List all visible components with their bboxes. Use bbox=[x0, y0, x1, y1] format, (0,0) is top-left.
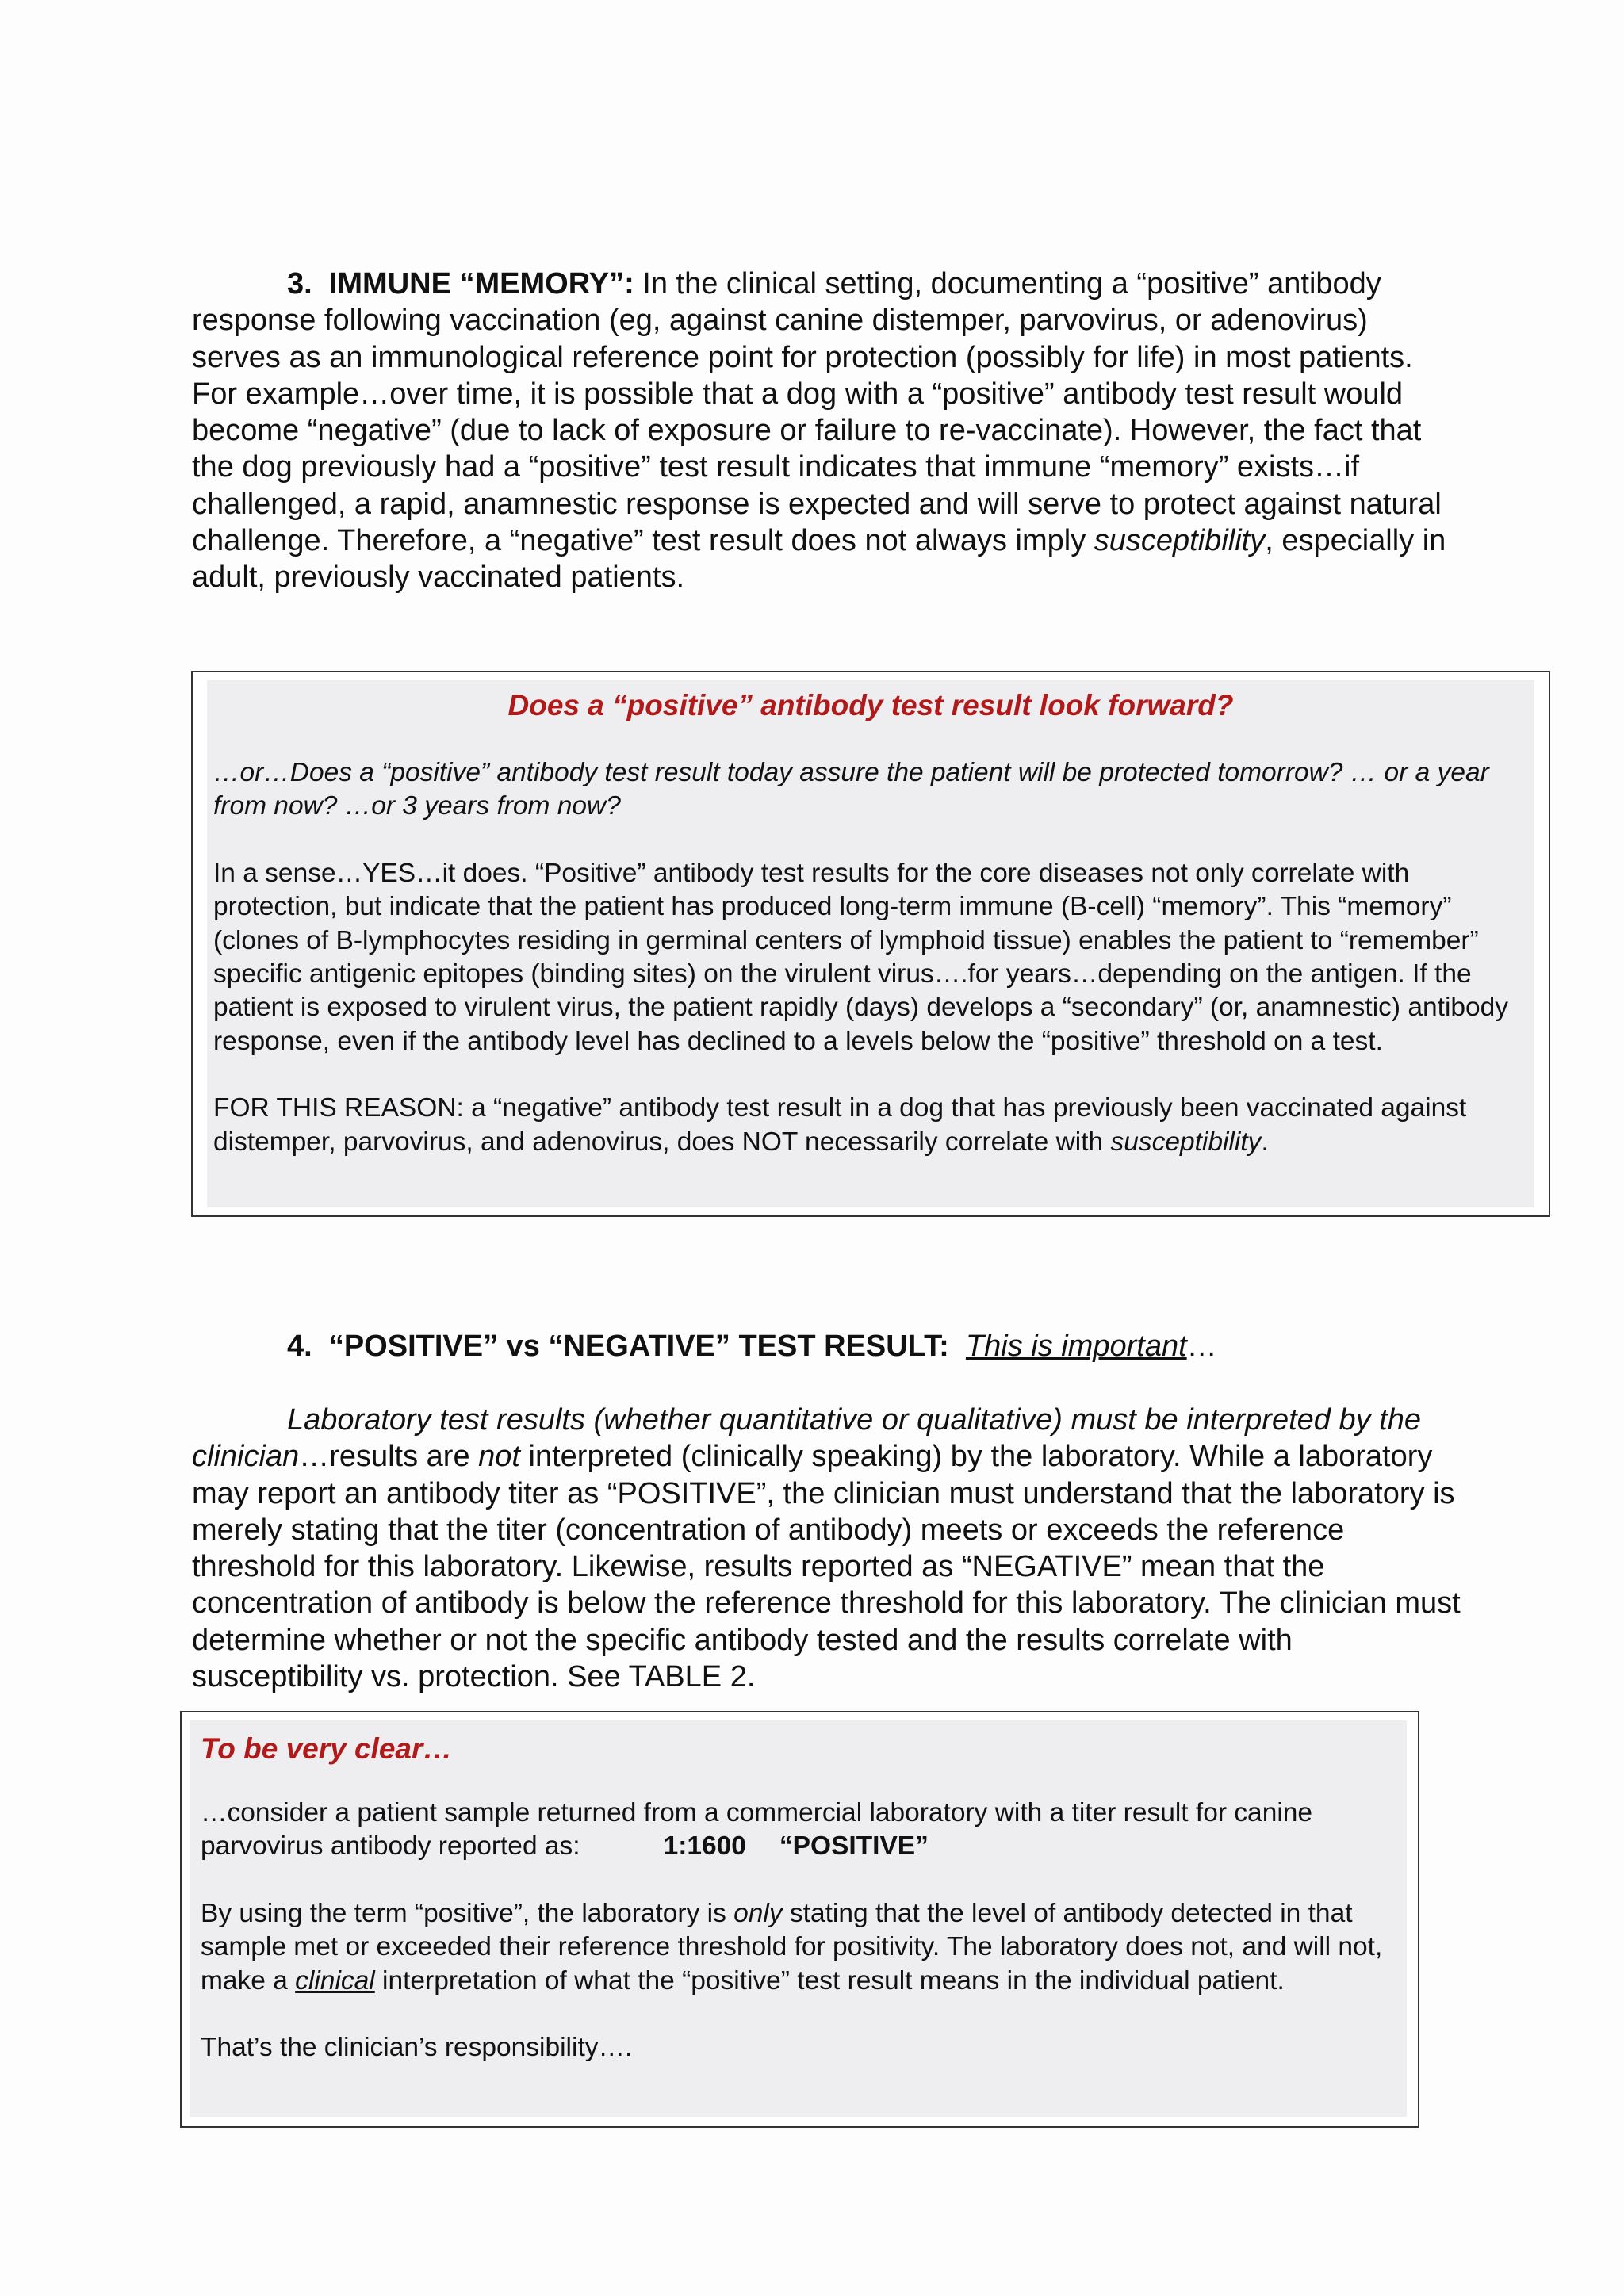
callout-body-text-2: stating that the level of antibody detected in that sample met or exceeded their reference threshold for positivity. The laboratory does not, and will not, make a bbox=[201, 1898, 1383, 1996]
section-4-number: 4. bbox=[287, 1330, 312, 1363]
titer-label: “POSITIVE” bbox=[779, 1831, 929, 1862]
section-4-text-end: interpreted (clinically speaking) by the laboratory. While a laboratory may report an antibody titer as “POSITIVE”, the clinician must understand that the laboratory is merely stating that the titer (concentration of antibody) meets or exceeds the reference threshold for this laboratory. Likewise, results reported as “NEGATIVE” mean that the concentration of antibody is below the reference threshold for this laboratory. The clinician must determine whether or not the specific antibody tested and the results correlate with susceptibility vs. protection. See TABLE 2. bbox=[192, 1440, 1461, 1694]
callout-intro-text: …consider a patient sample returned from a commercial laboratory with a titer result for canine parvovirus antibody reported as: bbox=[201, 1798, 1313, 1862]
callout-reason-text: FOR THIS REASON: a “negative” antibody test result in a dog that has previously been vaccinated against distemper, parvovirus, and adenovirus, does NOT necessarily correlate with bbox=[213, 1093, 1467, 1157]
section-4-note: This is important bbox=[965, 1330, 1187, 1363]
section-3-paragraph bbox=[192, 266, 1453, 596]
callout-box-forward-panel bbox=[207, 680, 1534, 1207]
callout-body-clinical: clinical bbox=[295, 1965, 375, 1996]
callout-box-forward-reason bbox=[213, 1092, 1528, 1159]
section-4-text: …results are bbox=[299, 1440, 479, 1474]
callout-body-text-3: interpretation of what the “positive” test result means in the individual patient. bbox=[374, 1965, 1285, 1996]
section-4-not: not bbox=[478, 1440, 520, 1474]
section-4-paragraph bbox=[192, 1402, 1461, 1695]
callout-box-forward-title: Does a “positive” antibody test result look forward? bbox=[508, 689, 1234, 721]
callout-box-forward bbox=[191, 671, 1550, 1217]
callout-box-forward-question bbox=[213, 756, 1528, 824]
callout-reason-italic: susceptibility bbox=[1110, 1127, 1262, 1157]
callout-body-text: By using the term “positive”, the laboratory is bbox=[201, 1898, 734, 1928]
titer-value: 1:1600 bbox=[663, 1831, 746, 1862]
callout-box-clear bbox=[180, 1711, 1419, 2128]
section-3-heading: IMMUNE “MEMORY”: bbox=[328, 267, 634, 300]
callout-box-clear-title: To be very clear… bbox=[201, 1732, 453, 1765]
section-3-text-end: , especially in adult, previously vaccinated patients. bbox=[192, 524, 1446, 595]
section-3-text: In the clinical setting, documenting a “positive” antibody response following vaccination (eg, against canine distemper, parvovirus, or adenovirus) serves as an immunological reference point for protection (possibly for life) in most patients. For example…over time, it is possible that a dog with a “positive” antibody test result would become “negative” (due to lack of exposure or failure to re-vaccinate). However, the fact that the dog previously had a “positive” test result indicates that immune “memory” exists…if challenged, a rapid, anamnestic response is expected and will serve to protect against natural challenge. Therefore, a “negative” test result does not always imply bbox=[192, 267, 1442, 558]
section-4-heading-line bbox=[287, 1328, 1461, 1364]
callout-box-forward-body: In a sense…YES…it does. “Positive” antibody test results for the core diseases not only correlate with protection, but indicate that the patient has produced long-term immune (B-cell) “memory”. This “memory” (clones of B-lymphocytes residing in germinal centers of lymphoid tissue) enables the patient to “remember” specific antigenic epitopes (binding sites) on the virulent virus….for years…depending on the antigen. If the patient is exposed to virulent virus, the patient rapidly (days) develops a “secondary” (or, anamnestic) antibody response, even if the antibody level has declined to a levels below the “positive” threshold on a test. bbox=[213, 858, 1509, 1056]
callout-box-clear-panel bbox=[190, 1720, 1407, 2117]
section-4-note-tail: … bbox=[1186, 1330, 1217, 1363]
section-3-number: 3. bbox=[287, 267, 312, 300]
callout-box-clear-body bbox=[201, 1897, 1396, 1998]
section-4-italic-lead: Laboratory test results (whether quantitative or qualitative) must be interpreted by the clinician bbox=[192, 1403, 1421, 1474]
callout-box-clear-intro bbox=[201, 1797, 1396, 1864]
callout-question-text: …or…Does a “positive” antibody test result today assure the patient will be protected tomorrow? … or a year from now? …or 3 years from now? bbox=[213, 758, 1489, 821]
section-3-italic-term: susceptibility bbox=[1094, 524, 1266, 558]
callout-reason-end: . bbox=[1261, 1127, 1269, 1157]
callout-box-clear-closing: That’s the clinician’s responsibility…. bbox=[201, 2033, 633, 2063]
callout-body-only: only bbox=[733, 1898, 783, 1928]
section-4-heading: “POSITIVE” vs “NEGATIVE” TEST RESULT: bbox=[328, 1330, 949, 1363]
